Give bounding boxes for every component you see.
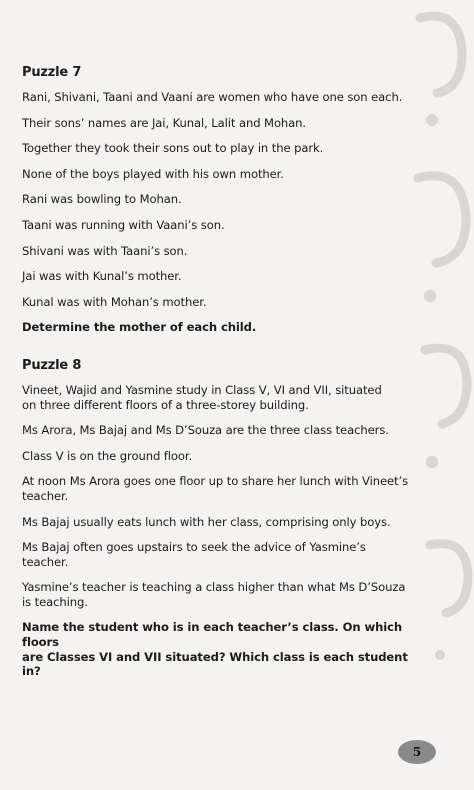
puzzle-8-line: teacher. [22,488,69,503]
puzzle-8-line: teacher. [22,554,69,569]
puzzle-8-line: Ms Arora, Ms Bajaj and Ms D’Souza are the three class teachers. [22,423,389,438]
puzzle-7-line: Rani was bowling to Mohan. [22,192,182,207]
puzzle-8-line: Vineet, Wajid and Yasmine study in Class V, VI and VII, situated [22,382,382,397]
puzzle-8-question-line: are Classes VI and VII situated? Which class is each student in? [22,649,408,679]
puzzle-8-paragraph [22,515,427,530]
puzzle-8-line: Yasmine’s teacher is teaching a class higher than what Ms D’Souza [22,580,406,595]
puzzle-7-line: Taani was running with Vaani’s son. [22,217,225,232]
puzzle-8-paragraph [22,383,427,412]
puzzle-7-section [22,64,427,335]
puzzle-7-line: Their sons’ names are Jai, Kunal, Lalit and Mohan. [22,115,307,130]
page-number-badge: 5 [398,740,436,764]
page-content [22,64,427,679]
puzzle-8-paragraph [22,580,427,609]
puzzle-7-question: Determine the mother of each child. [22,320,257,335]
puzzle-8-paragraph [22,540,427,569]
puzzle-8-question-line: Name the student who is in each teacher’s class. On which floors [22,620,403,650]
puzzle-8-line: Ms Bajaj often goes upstairs to seek the advice of Yasmine’s [22,540,366,555]
puzzle-8-line: Ms Bajaj usually eats lunch with her class, comprising only boys. [22,514,391,529]
puzzle-8-paragraph [22,474,427,503]
puzzle-7-line: Kunal was with Mohan’s mother. [22,294,207,309]
puzzle-8-line: Class V is on the ground floor. [22,448,193,463]
puzzle-8-line: on three different floors of a three-storey building. [22,397,309,412]
puzzle-8-title: Puzzle 8 [22,357,82,373]
puzzle-8-line: At noon Ms Arora goes one floor up to share her lunch with Vineet’s [22,474,409,489]
puzzle-7-title: Puzzle 7 [22,65,82,80]
puzzle-8-paragraph [22,449,427,464]
puzzle-7-line: Shivani was with Taani’s son. [22,243,188,258]
puzzle-7-line: Rani, Shivani, Taani and Vaani are women who have one son each. [22,90,403,104]
puzzle-8-paragraph [22,423,427,438]
puzzle-7-line: Together they took their sons out to play in the park. [22,141,324,156]
puzzle-8-question [22,620,427,678]
puzzle-8-line: is teaching. [22,594,88,609]
puzzle-7-line: None of the boys played with his own mother. [22,166,284,181]
puzzle-8-section [22,357,427,679]
puzzle-7-line: Jai was with Kunal’s mother. [22,269,182,284]
